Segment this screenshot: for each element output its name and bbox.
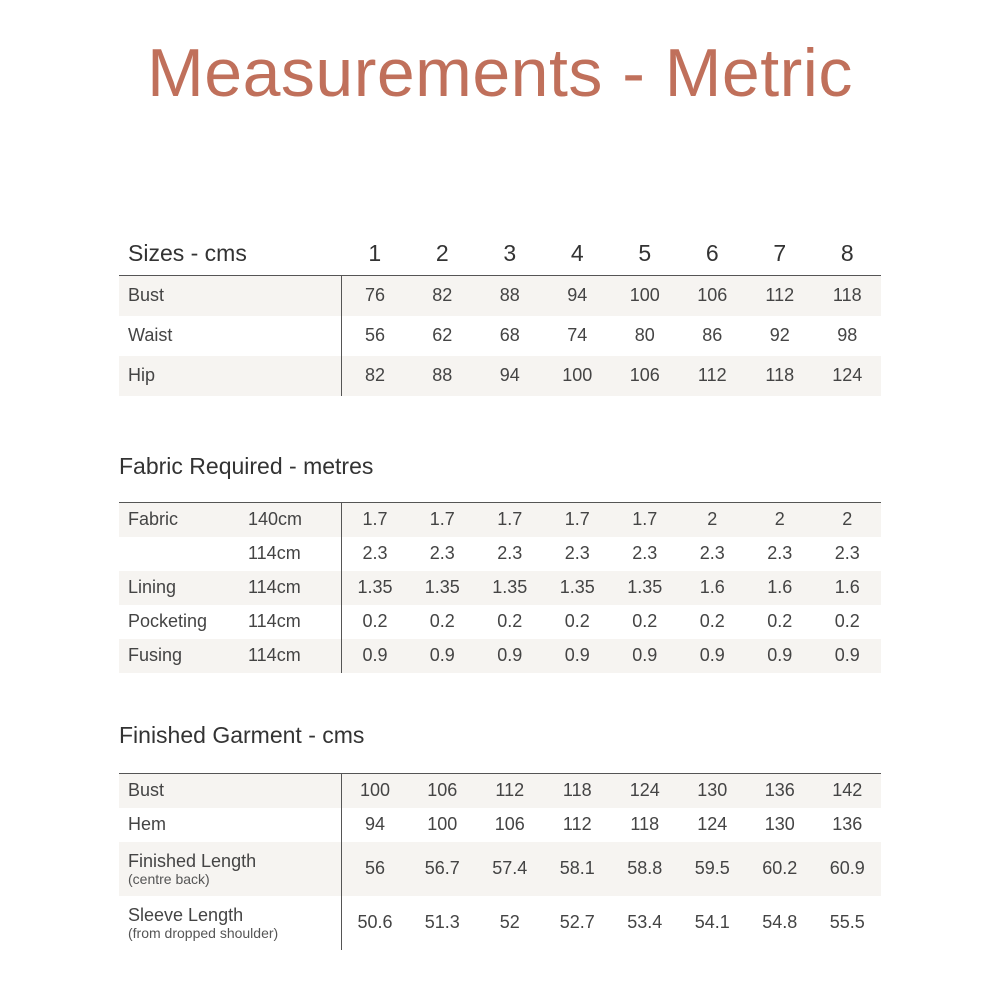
row-label-group (119, 896, 341, 950)
cell: 130 (764, 814, 795, 834)
cell: 2.3 (341, 537, 409, 571)
cell: 118 (746, 356, 814, 396)
cell: 68 (499, 325, 520, 345)
cell: 0.9 (746, 639, 814, 673)
row-label: Bust (119, 774, 341, 808)
cell: 136 (832, 814, 863, 834)
cell: 1.6 (679, 571, 747, 605)
cell: 0.2 (834, 611, 860, 631)
size-col-2: 2 (435, 240, 449, 266)
cell: 98 (837, 325, 858, 345)
cell: 100 (341, 774, 409, 808)
cell: 80 (634, 325, 655, 345)
cell: 54.1 (694, 912, 730, 932)
cell: 2 (814, 503, 882, 537)
table-row (119, 605, 881, 639)
cell: 1.7 (611, 503, 679, 537)
cell: 0.9 (814, 639, 882, 673)
cell: 130 (679, 774, 747, 808)
cell: 2 (679, 503, 747, 537)
size-col-3: 3 (503, 240, 517, 266)
fabric-width: 114cm (248, 611, 301, 631)
cell: 2.3 (632, 543, 658, 563)
sizes-section (119, 231, 881, 396)
size-col-1: 1 (368, 240, 382, 266)
cell: 0.9 (679, 639, 747, 673)
size-col-6: 6 (705, 240, 719, 266)
cell: 106 (611, 356, 679, 396)
size-col-8: 8 (840, 240, 854, 266)
cell: 112 (476, 774, 544, 808)
cell: 106 (494, 814, 525, 834)
cell: 2.3 (699, 543, 725, 563)
cell: 106 (409, 774, 477, 808)
row-label: Sleeve Length (128, 904, 244, 925)
cell: 1.6 (746, 571, 814, 605)
size-col-5: 5 (638, 240, 652, 266)
cell: 56 (341, 842, 409, 896)
cell: 1.6 (814, 571, 882, 605)
row-label: Fusing (119, 639, 239, 673)
cell: 0.9 (544, 639, 612, 673)
cell: 82 (341, 356, 409, 396)
cell: 2.3 (564, 543, 590, 563)
cell: 51.3 (424, 912, 460, 932)
cell: 55.5 (829, 912, 865, 932)
row-label: Bust (119, 276, 341, 316)
sizes-header-label: Sizes - cms (128, 240, 247, 266)
cell: 0.2 (497, 611, 523, 631)
cell: 88 (409, 356, 477, 396)
cell: 60.9 (814, 842, 882, 896)
cell: 124 (697, 814, 728, 834)
cell: 52.7 (559, 912, 595, 932)
row-label: Finished Length (128, 850, 257, 871)
cell: 2.3 (834, 543, 860, 563)
cell: 136 (746, 774, 814, 808)
cell: 2.3 (497, 543, 523, 563)
sizes-table (119, 231, 881, 275)
table-row (119, 896, 881, 950)
table-row (119, 537, 881, 571)
cell: 100 (427, 814, 458, 834)
cell: 118 (630, 814, 660, 834)
row-label: Lining (119, 571, 239, 605)
row-label: Hem (128, 814, 167, 834)
cell: 76 (341, 276, 409, 316)
garment-section (119, 719, 881, 950)
row-label: Pocketing (128, 611, 208, 631)
table-row (119, 774, 881, 808)
cell: 59.5 (679, 842, 747, 896)
cell: 50.6 (341, 896, 409, 950)
page-title: Measurements - Metric (147, 35, 853, 111)
cell: 0.2 (767, 611, 793, 631)
row-label-group (119, 842, 341, 896)
cell: 1.7 (544, 503, 612, 537)
garment-section-title: Finished Garment - cms (119, 722, 365, 748)
row-label: Hip (119, 356, 341, 396)
fabric-table (119, 502, 881, 673)
cell: 0.2 (341, 605, 409, 639)
table-row (119, 503, 881, 537)
size-col-4: 4 (570, 240, 584, 266)
table-row (119, 276, 881, 316)
cell: 86 (702, 325, 723, 345)
cell: 92 (769, 325, 790, 345)
cell: 118 (544, 774, 612, 808)
table-row (119, 316, 881, 356)
cell: 142 (814, 774, 882, 808)
table-row (119, 842, 881, 896)
cell: 60.2 (746, 842, 814, 896)
cell: 118 (814, 276, 882, 316)
table-row (119, 639, 881, 673)
cell: 1.35 (611, 571, 679, 605)
cell: 94 (476, 356, 544, 396)
cell: 112 (562, 814, 592, 834)
cell: 124 (814, 356, 882, 396)
cell: 1.35 (476, 571, 544, 605)
table-row (119, 808, 881, 842)
cell: 100 (544, 356, 612, 396)
cell: 106 (679, 276, 747, 316)
cell: 1.35 (544, 571, 612, 605)
cell: 112 (746, 276, 814, 316)
cell: 94 (341, 808, 409, 842)
cell: 94 (544, 276, 612, 316)
cell: 112 (679, 356, 747, 396)
cell: 1.7 (341, 503, 409, 537)
table-row (119, 356, 881, 396)
fabric-width: 114cm (248, 543, 301, 563)
cell: 56 (341, 316, 409, 356)
cell: 2.3 (429, 543, 455, 563)
cell: 52 (499, 912, 520, 932)
row-label (119, 537, 239, 571)
fabric-section (119, 450, 881, 673)
fabric-width: 140cm (239, 503, 341, 537)
cell: 0.9 (476, 639, 544, 673)
cell: 1.35 (409, 571, 477, 605)
cell: 0.9 (611, 639, 679, 673)
cell: 88 (476, 276, 544, 316)
cell: 124 (611, 774, 679, 808)
cell: 0.2 (429, 611, 455, 631)
fabric-width: 114cm (239, 571, 341, 605)
cell: 0.2 (632, 611, 658, 631)
cell: 0.2 (699, 611, 725, 631)
cell: 82 (409, 276, 477, 316)
fabric-section-title: Fabric Required - metres (119, 453, 374, 479)
cell: 2 (746, 503, 814, 537)
row-note: (from dropped shoulder) (128, 924, 279, 941)
row-note: (centre back) (128, 870, 210, 887)
table-row (119, 571, 881, 605)
row-label: Fabric (119, 503, 239, 537)
cell: 58.1 (544, 842, 612, 896)
cell: 62 (432, 325, 453, 345)
cell: 2.3 (767, 543, 793, 563)
cell: 74 (567, 325, 588, 345)
cell: 58.8 (611, 842, 679, 896)
cell: 1.35 (341, 571, 409, 605)
cell: 0.9 (341, 639, 409, 673)
cell: 0.9 (409, 639, 477, 673)
cell: 100 (611, 276, 679, 316)
cell: 54.8 (762, 912, 798, 932)
fabric-width: 114cm (239, 639, 341, 673)
garment-table (119, 773, 881, 950)
cell: 57.4 (476, 842, 544, 896)
cell: 1.7 (476, 503, 544, 537)
cell: 1.7 (409, 503, 477, 537)
cell: 0.2 (564, 611, 590, 631)
sizes-body (119, 275, 881, 396)
size-col-7: 7 (773, 240, 787, 266)
cell: 53.4 (627, 912, 663, 932)
row-label: Waist (128, 325, 173, 345)
sizes-header-row (119, 231, 881, 275)
cell: 56.7 (409, 842, 477, 896)
